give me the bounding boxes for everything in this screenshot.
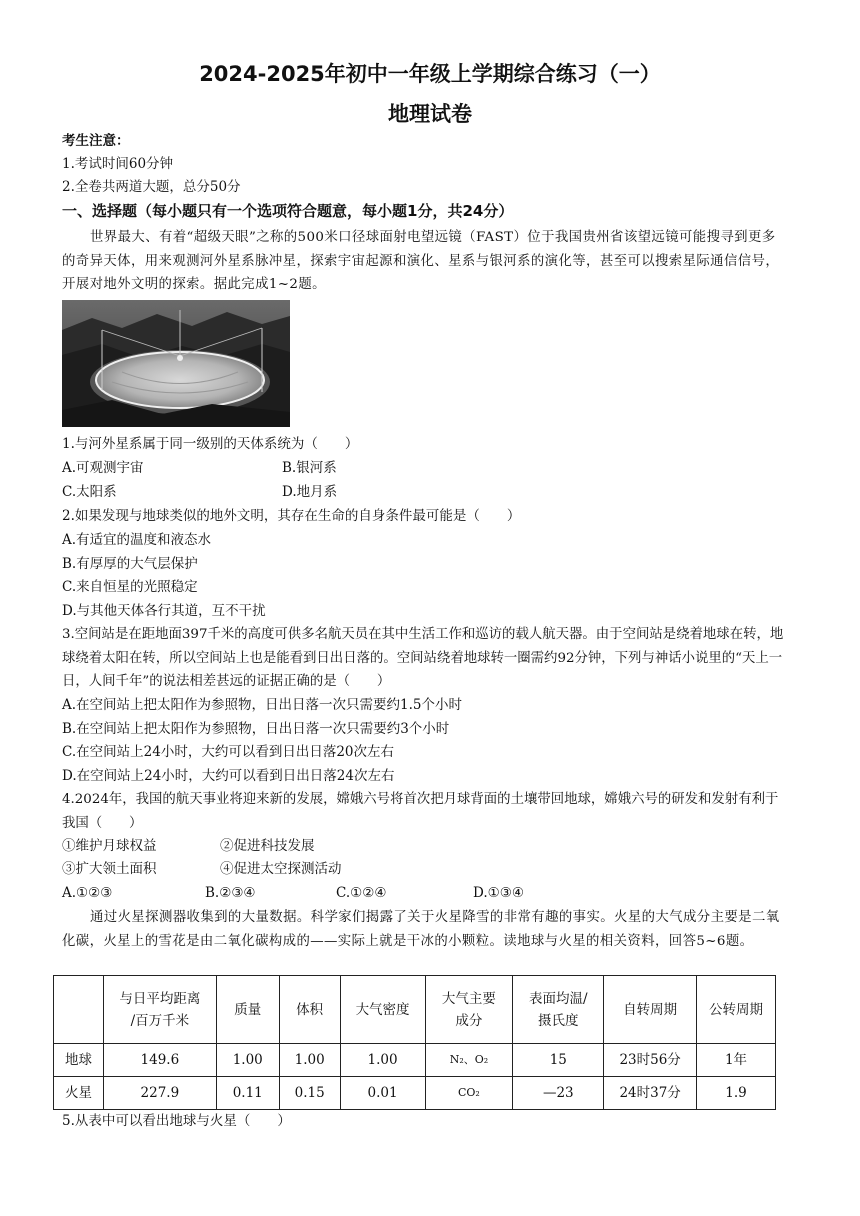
statement-4: ④促进太空探测活动 (220, 861, 342, 877)
option-b[interactable]: B.银河系 (282, 460, 337, 476)
fast-telescope-photo (62, 300, 290, 427)
table-cell: 1年 (697, 1044, 776, 1077)
table-cell: 地球 (54, 1044, 104, 1077)
option-a[interactable]: A.有适宜的温度和液态水 (62, 532, 212, 548)
question-1-stem: 1.与河外星系属于同一级别的天体系统为（ ） (62, 436, 359, 452)
header-cell: 体积 (279, 976, 340, 1044)
question-1-options-row (62, 457, 782, 479)
table-cell: —23 (513, 1077, 604, 1110)
earth-mars-table (53, 975, 776, 1110)
question-4-stem: 4.2024年，我国的航天事业将迎来新的发展，嫦娥六号将首次把月球背面的土壤带回地球，嫦娥六号的研发和发射有利于我国（ ） (62, 792, 779, 831)
table-row (54, 1044, 776, 1077)
option-c[interactable]: C.太阳系 (62, 484, 117, 500)
question-5-stem: 5.从表中可以看出地球与火星（ ） (62, 1113, 291, 1129)
statement-2: ②促进科技发展 (220, 838, 315, 854)
passage-fast: 世界最大、有着“超级天眼”之称的500米口径球面射电望远镜（FAST）位于我国贵州省该望远镜可能搜寻到更多的奇异天体，用来观测河外星系脉冲星，探索宇宙起源和演化、星系与银河系的演化等，甚至可以搜索星际通信信号，开展对地外文明的探索。据此完成1~2题。 (62, 230, 780, 292)
exam-subtitle: 地理试卷 (388, 102, 472, 126)
option-d[interactable]: D.与其他天体各行其道，互不干扰 (62, 603, 266, 619)
option-c[interactable]: C.在空间站上24小时，大约可以看到日出日落20次左右 (62, 744, 394, 760)
option-a[interactable]: A.可观测宇宙 (62, 460, 144, 476)
statement-3: ③扩大领土面积 (62, 861, 157, 877)
question-3-stem: 3.空间站是在距地面397千米的高度可供多名航天员在其中生活工作和巡访的载人航天器。由于空间站是绕着地球在转，地球绕着太阳在转，所以空间站上也是能看到日出日落的。空间站绕着地球转一圈需约92分钟，下列与神话小说里的“天上一日，人间千年”的说法相差甚远的证据正确的是（ ） (62, 627, 784, 689)
option-a[interactable]: A.①②③ (62, 885, 113, 901)
table-cell: 1.9 (697, 1077, 776, 1110)
option-d[interactable]: D.在空间站上24小时，大约可以看到日出日落24次左右 (62, 768, 395, 784)
header-cell: 质量 (216, 976, 279, 1044)
table-cell: 1.00 (340, 1044, 425, 1077)
notice-item: 1.考试时间60分钟 (62, 156, 174, 172)
passage-mars: 通过火星探测器收集到的大量数据。科学家们揭露了关于火星降雪的非常有趣的事实。火星的大气成分主要是二氧化碳，火星上的雪花是由二氧化碳构成的——实际上就是干冰的小颗粒。读地球与火星的相关资料，回答5~6题。 (62, 910, 780, 949)
table-cell: 227.9 (103, 1077, 216, 1110)
question-2-stem: 2.如果发现与地球类似的地外文明，其存在生命的自身条件最可能是（ ） (62, 508, 521, 524)
table-cell: 火星 (54, 1077, 104, 1110)
notice-item: 2.全卷共两道大题，总分50分 (62, 179, 241, 195)
option-c[interactable]: C.来自恒星的光照稳定 (62, 579, 198, 595)
option-b[interactable]: B.②③④ (205, 885, 256, 901)
table-row (54, 1077, 776, 1110)
question-4-statements-row (62, 858, 782, 880)
option-c[interactable]: C.①②④ (336, 885, 387, 901)
exam-title: 2024-2025年初中一年级上学期综合练习（一） (199, 62, 661, 86)
table-cell: 0.11 (216, 1077, 279, 1110)
table-cell: 23时56分 (604, 1044, 697, 1077)
notice-heading: 考生注意： (62, 133, 130, 149)
option-a[interactable]: A.在空间站上把太阳作为参照物，日出日落一次只需要约1.5个小时 (62, 697, 463, 713)
table-cell: 1.00 (216, 1044, 279, 1077)
option-d[interactable]: D.地月系 (282, 484, 338, 500)
question-4-options-row (62, 882, 782, 904)
table-cell: CO₂ (425, 1077, 513, 1110)
header-cell: 大气密度 (340, 976, 425, 1044)
header-cell: 表面均温/ 摄氏度 (513, 976, 604, 1044)
question-4-statements-row (62, 835, 782, 857)
statement-1: ①维护月球权益 (62, 838, 157, 854)
header-cell (54, 976, 104, 1044)
table-header-row (54, 976, 776, 1044)
table-cell: 0.01 (340, 1077, 425, 1110)
header-cell: 与日平均距离 /百万千米 (103, 976, 216, 1044)
table-cell: 24时37分 (604, 1077, 697, 1110)
table-cell: N₂、O₂ (425, 1044, 513, 1077)
option-b[interactable]: B.在空间站上把太阳作为参照物，日出日落一次只需要约3个小时 (62, 721, 450, 737)
section-heading: 一、选择题（每小题只有一个选项符合题意，每小题1分，共24分） (62, 202, 514, 220)
header-cell: 公转周期 (697, 976, 776, 1044)
table-cell: 0.15 (279, 1077, 340, 1110)
header-cell: 大气主要 成分 (425, 976, 513, 1044)
question-1-options-row (62, 481, 782, 503)
table-cell: 15 (513, 1044, 604, 1077)
table-cell: 149.6 (103, 1044, 216, 1077)
header-cell: 自转周期 (604, 976, 697, 1044)
option-d[interactable]: D.①③④ (473, 885, 524, 901)
option-b[interactable]: B.有厚厚的大气层保护 (62, 556, 198, 572)
table-cell: 1.00 (279, 1044, 340, 1077)
